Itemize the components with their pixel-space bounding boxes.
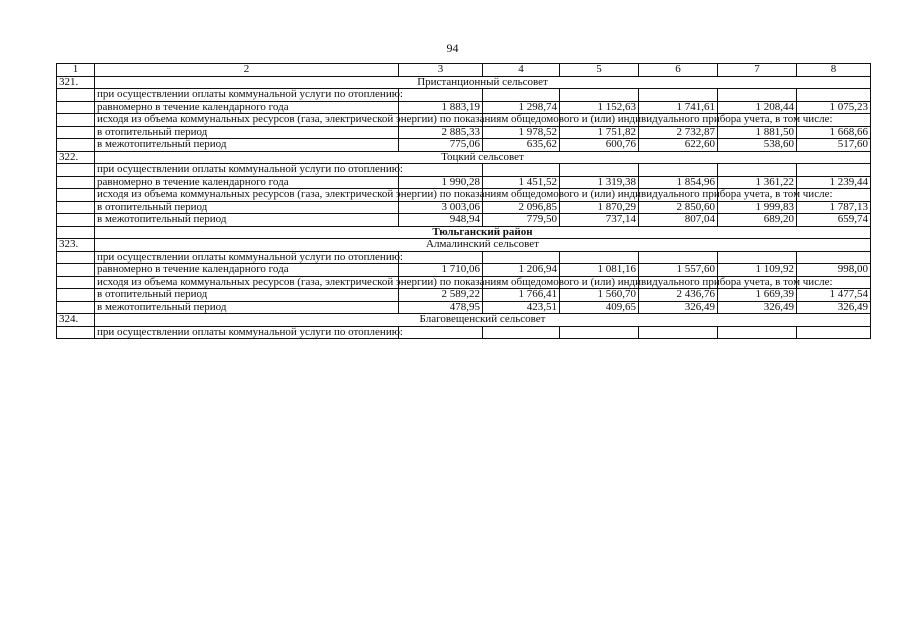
page-number: 94 [446, 41, 459, 55]
table-row [57, 201, 871, 214]
value-cell: 1 978,52 [483, 126, 560, 139]
empty-cell [639, 251, 718, 264]
row-number: 322. [57, 151, 95, 164]
empty-cell [399, 89, 483, 102]
value-cell: 409,65 [560, 301, 639, 314]
value-cell: 1 109,92 [718, 264, 797, 277]
empty-cell [639, 164, 718, 177]
value-cell: 1 557,60 [639, 264, 718, 277]
row-description: в отопительный период [95, 289, 399, 302]
empty-cell [57, 251, 95, 264]
value-cell: 1 787,13 [797, 201, 871, 214]
value-cell: 1 152,63 [560, 101, 639, 114]
section-row [57, 314, 871, 327]
empty-cell [57, 114, 95, 127]
value-cell: 622,60 [639, 139, 718, 152]
column-header: 1 [57, 64, 95, 77]
value-cell: 1 668,66 [797, 126, 871, 139]
column-header: 8 [797, 64, 871, 77]
table-row [57, 214, 871, 227]
value-cell: 1 999,83 [718, 201, 797, 214]
empty-cell [57, 139, 95, 152]
value-cell: 2 436,76 [639, 289, 718, 302]
value-cell: 2 732,87 [639, 126, 718, 139]
empty-cell [797, 326, 871, 339]
section-title: Алмалинский сельсовет [95, 239, 871, 252]
empty-cell [57, 301, 95, 314]
row-description: равномерно в течение календарного года [95, 264, 399, 277]
row-description: при осуществлении оплаты коммунальной услуги по отоплению: [95, 251, 399, 264]
table-row [57, 126, 871, 139]
empty-cell [560, 251, 639, 264]
district-title: Тюльганский район [95, 226, 871, 239]
empty-cell [57, 226, 95, 239]
value-cell: 1 741,61 [639, 101, 718, 114]
value-cell: 2 589,22 [399, 289, 483, 302]
empty-cell [797, 89, 871, 102]
value-cell: 2 096,85 [483, 201, 560, 214]
row-description: в отопительный период [95, 126, 399, 139]
section-row [57, 239, 871, 252]
row-description: в межотопительный период [95, 139, 399, 152]
value-cell: 1 990,28 [399, 176, 483, 189]
column-header: 5 [560, 64, 639, 77]
empty-cell [399, 251, 483, 264]
empty-cell [57, 201, 95, 214]
row-description: в межотопительный период [95, 214, 399, 227]
description-row [57, 276, 871, 289]
value-cell: 998,00 [797, 264, 871, 277]
column-header: 4 [483, 64, 560, 77]
value-cell: 1 477,54 [797, 289, 871, 302]
table-row [57, 139, 871, 152]
row-description: при осуществлении оплаты коммунальной услуги по отоплению: [95, 164, 399, 177]
value-cell: 689,20 [718, 214, 797, 227]
value-cell: 2 850,60 [639, 201, 718, 214]
empty-cell [639, 89, 718, 102]
row-description: исходя из объема коммунальных ресурсов (газа, электрической энергии) по показаниям общедомового и (или) индивидуального прибора учета, в том числе: [95, 189, 399, 202]
value-cell: 478,95 [399, 301, 483, 314]
empty-cell [483, 89, 560, 102]
value-cell: 1 854,96 [639, 176, 718, 189]
empty-cell [57, 326, 95, 339]
row-description: равномерно в течение календарного года [95, 101, 399, 114]
empty-cell [57, 126, 95, 139]
value-cell: 538,60 [718, 139, 797, 152]
row-description: в межотопительный период [95, 301, 399, 314]
table-body [57, 64, 871, 339]
empty-cell [483, 164, 560, 177]
district-row [57, 226, 871, 239]
value-cell: 517,60 [797, 139, 871, 152]
row-description: равномерно в течение календарного года [95, 176, 399, 189]
empty-cell [718, 164, 797, 177]
value-cell: 1 361,22 [718, 176, 797, 189]
value-cell: 3 003,06 [399, 201, 483, 214]
value-cell: 1 081,16 [560, 264, 639, 277]
column-header: 6 [639, 64, 718, 77]
row-description: в отопительный период [95, 201, 399, 214]
empty-cell [57, 276, 95, 289]
empty-cell [718, 251, 797, 264]
empty-cell [57, 101, 95, 114]
value-cell: 1 298,74 [483, 101, 560, 114]
empty-cell [57, 176, 95, 189]
value-cell: 1 560,70 [560, 289, 639, 302]
value-cell: 1 751,82 [560, 126, 639, 139]
empty-cell [399, 164, 483, 177]
section-row [57, 151, 871, 164]
row-description: при осуществлении оплаты коммунальной услуги по отоплению: [95, 326, 399, 339]
description-row [57, 326, 871, 339]
value-cell: 1 206,94 [483, 264, 560, 277]
description-row [57, 114, 871, 127]
empty-cell [399, 326, 483, 339]
row-number: 321. [57, 76, 95, 89]
column-header-row [57, 64, 871, 77]
description-row [57, 164, 871, 177]
empty-cell [639, 326, 718, 339]
empty-cell [483, 251, 560, 264]
value-cell: 1 766,41 [483, 289, 560, 302]
value-cell: 1 870,29 [560, 201, 639, 214]
empty-cell [57, 89, 95, 102]
section-title: Благовещенский сельсовет [95, 314, 871, 327]
value-cell: 948,94 [399, 214, 483, 227]
tariff-table [56, 63, 871, 339]
table-row [57, 301, 871, 314]
table-row [57, 289, 871, 302]
value-cell: 807,04 [639, 214, 718, 227]
empty-cell [718, 89, 797, 102]
empty-cell [797, 251, 871, 264]
row-description: исходя из объема коммунальных ресурсов (газа, электрической энергии) по показаниям общедомового и (или) индивидуального прибора учета, в том числе: [95, 114, 399, 127]
value-cell: 1 883,19 [399, 101, 483, 114]
empty-cell [560, 164, 639, 177]
row-description: исходя из объема коммунальных ресурсов (газа, электрической энергии) по показаниям общедомового и (или) индивидуального прибора учета, в том числе: [95, 276, 399, 289]
empty-cell [718, 326, 797, 339]
value-cell: 1 075,23 [797, 101, 871, 114]
description-row [57, 89, 871, 102]
description-row [57, 189, 871, 202]
section-row [57, 76, 871, 89]
value-cell: 326,49 [718, 301, 797, 314]
value-cell: 737,14 [560, 214, 639, 227]
value-cell: 1 710,06 [399, 264, 483, 277]
description-row [57, 251, 871, 264]
empty-cell [797, 164, 871, 177]
value-cell: 326,49 [639, 301, 718, 314]
value-cell: 635,62 [483, 139, 560, 152]
empty-cell [560, 326, 639, 339]
column-header: 7 [718, 64, 797, 77]
value-cell: 1 669,39 [718, 289, 797, 302]
empty-cell [560, 89, 639, 102]
table-row [57, 101, 871, 114]
empty-cell [57, 289, 95, 302]
empty-cell [57, 264, 95, 277]
value-cell: 1 319,38 [560, 176, 639, 189]
value-cell: 423,51 [483, 301, 560, 314]
empty-cell [483, 326, 560, 339]
column-header: 3 [399, 64, 483, 77]
value-cell: 1 881,50 [718, 126, 797, 139]
value-cell: 659,74 [797, 214, 871, 227]
empty-cell [57, 164, 95, 177]
table-row [57, 176, 871, 189]
table-row [57, 264, 871, 277]
value-cell: 1 451,52 [483, 176, 560, 189]
empty-cell [57, 214, 95, 227]
section-title: Тоцкий сельсовет [95, 151, 871, 164]
value-cell: 326,49 [797, 301, 871, 314]
value-cell: 2 885,33 [399, 126, 483, 139]
empty-cell [57, 189, 95, 202]
column-header: 2 [95, 64, 399, 77]
value-cell: 779,50 [483, 214, 560, 227]
row-number: 323. [57, 239, 95, 252]
row-description: при осуществлении оплаты коммунальной услуги по отоплению: [95, 89, 399, 102]
section-title: Пристанционный сельсовет [95, 76, 871, 89]
value-cell: 775,06 [399, 139, 483, 152]
value-cell: 1 239,44 [797, 176, 871, 189]
row-number: 324. [57, 314, 95, 327]
value-cell: 1 208,44 [718, 101, 797, 114]
value-cell: 600,76 [560, 139, 639, 152]
